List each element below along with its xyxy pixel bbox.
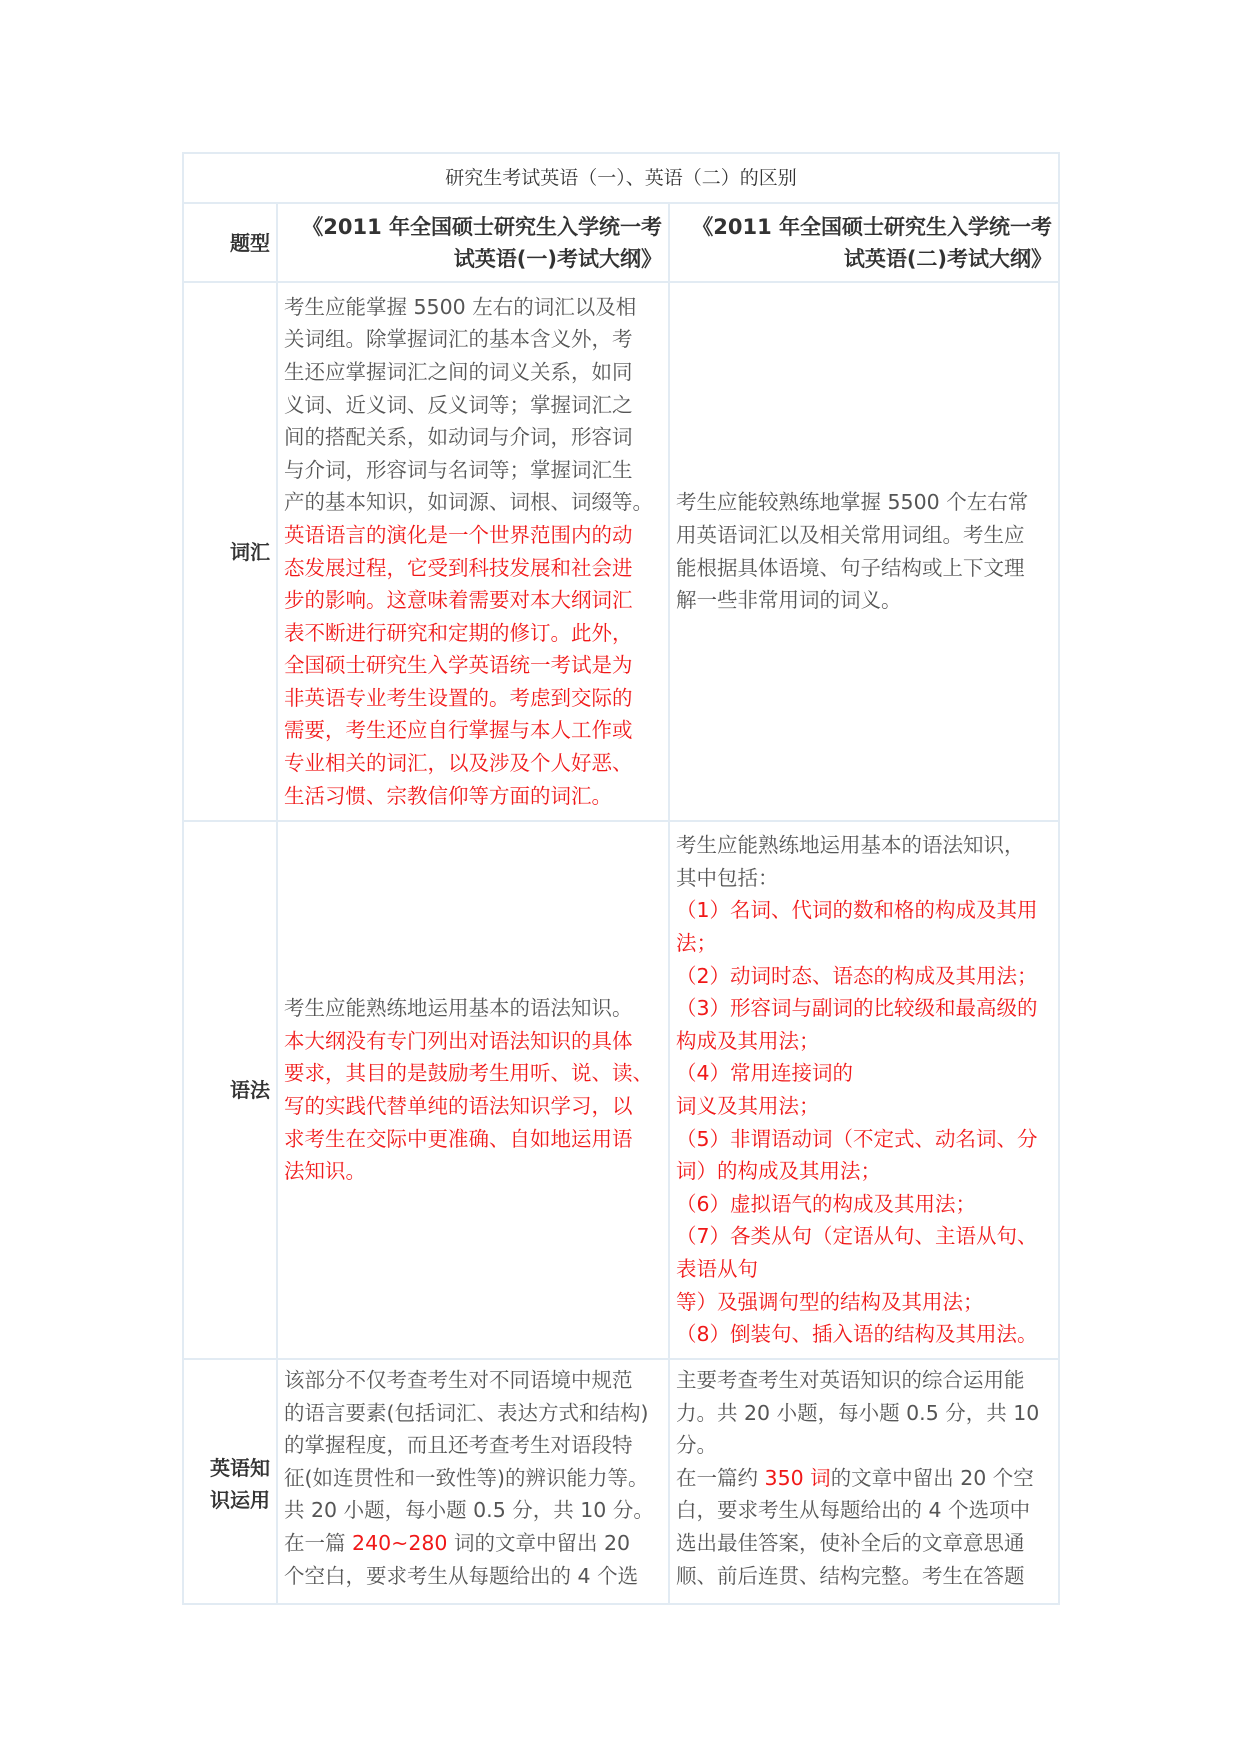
header-row	[183, 203, 1059, 282]
english2-cell	[669, 282, 1059, 821]
highlighted-text: 等）及强调句型的结构及其用法；	[676, 1289, 984, 1314]
body-text: 主要考查考生对英语知识的综合运用能	[676, 1368, 1025, 1392]
header-type-label: 题型	[183, 203, 277, 282]
body-text: 征(如连贯性和一致性等)的辨识能力等。	[284, 1465, 649, 1490]
text-line	[284, 356, 662, 389]
text-line	[676, 894, 1052, 927]
highlighted-text: （7）各类从句（定语从句、主语从句、	[676, 1224, 1038, 1249]
highlighted-text: （2）动词时态、语态的构成及其用法；	[676, 963, 1038, 988]
text-line	[284, 291, 662, 324]
highlighted-text: 词义及其用法；	[676, 1094, 820, 1118]
row-label	[183, 282, 277, 821]
text-line	[676, 1057, 1052, 1090]
row-vocabulary	[183, 282, 1059, 821]
text-line	[284, 747, 662, 780]
body-text: 生还应掌握词汇之间的词义关系，如同	[284, 359, 633, 384]
text-line	[284, 1462, 662, 1495]
row-use-of-english	[183, 1359, 1059, 1604]
text-line	[284, 323, 662, 356]
highlighted-text: 法；	[676, 931, 717, 956]
english1-cell	[277, 1359, 669, 1604]
text-line	[676, 1253, 1052, 1286]
header-line: 试英语(一)考试大纲》	[453, 246, 662, 271]
body-text: 用英语词汇以及相关常用词组。考生应	[676, 522, 1025, 547]
highlighted-text: 非英语专业考生设置的。考虑到交际的	[284, 685, 633, 710]
highlighted-text: （4）常用连接词的	[676, 1061, 854, 1086]
table-title: 研究生考试英语（一）、英语（二）的区别	[183, 153, 1059, 203]
text-line	[676, 1155, 1052, 1188]
body-text: 分。	[676, 1433, 717, 1458]
text-line	[284, 1494, 662, 1527]
text-line	[676, 1429, 1052, 1462]
english1-cell	[277, 282, 669, 821]
body-text: 共 20 小题，每小题 0.5 分，共 10 分。	[284, 1498, 654, 1523]
text-line	[284, 1057, 662, 1090]
text-line	[676, 1364, 1052, 1397]
text-line	[284, 1560, 662, 1593]
text-line	[284, 519, 662, 552]
text-line	[676, 829, 1052, 862]
text-line	[676, 1494, 1052, 1527]
body-text: 义词、近义词、反义词等；掌握词汇之	[284, 392, 633, 417]
text-line	[676, 862, 1052, 895]
body-text: 在一篇约	[676, 1465, 765, 1490]
english1-cell	[277, 821, 669, 1359]
row-label	[183, 1359, 277, 1604]
highlighted-text: （5）非谓语动词（不定式、动名词、分	[676, 1126, 1038, 1151]
text-line	[676, 927, 1052, 960]
header-english2	[669, 203, 1059, 282]
text-line	[676, 584, 1052, 617]
text-line	[284, 649, 662, 682]
body-text: 力。共 20 小题，每小题 0.5 分，共 10	[676, 1400, 1040, 1425]
row-label-line: 词汇	[230, 539, 270, 564]
text-line	[676, 486, 1052, 519]
body-text: 其中包括：	[676, 865, 779, 890]
text-line	[284, 1364, 662, 1397]
highlighted-text: （3）形容词与副词的比较级和最高级的	[676, 996, 1038, 1021]
highlighted-text: 本大纲没有专门列出对语法知识的具体	[284, 1028, 633, 1053]
highlighted-text: 写的实践代替单纯的语法知识学习，以	[284, 1094, 633, 1118]
text-line	[676, 1286, 1052, 1319]
body-text: 选出最佳答案，使补全后的文章意思通	[676, 1530, 1025, 1555]
highlighted-text: 专业相关的词汇，以及涉及个人好恶、	[284, 751, 633, 776]
text-line	[284, 584, 662, 617]
text-line	[284, 1397, 662, 1430]
row-label-line: 识运用	[210, 1487, 270, 1512]
row-label-line: 语法	[230, 1078, 270, 1102]
title-row	[183, 153, 1059, 203]
text-line	[284, 454, 662, 487]
body-text: 在一篇	[284, 1530, 353, 1555]
text-line	[676, 552, 1052, 585]
text-line	[676, 992, 1052, 1025]
text-line	[676, 1560, 1052, 1593]
text-line	[676, 1220, 1052, 1253]
text-line	[676, 1123, 1052, 1156]
body-text: 考生应能掌握 5500 左右的词汇以及相	[284, 294, 637, 319]
text-line	[676, 1188, 1052, 1221]
text-line	[284, 617, 662, 650]
header-line: 试英语(二)考试大纲》	[843, 246, 1053, 271]
highlighted-text: 步的影响。这意味着需要对本大纲词汇	[284, 588, 633, 613]
text-line	[284, 1123, 662, 1156]
highlighted-text: 生活习惯、宗教信仰等方面的词汇。	[284, 783, 612, 808]
text-line	[284, 389, 662, 422]
highlighted-text: 构成及其用法；	[676, 1028, 820, 1053]
text-line	[284, 780, 662, 813]
header-line: 《2011 年全国硕士研究生入学统一考	[302, 214, 662, 239]
highlighted-text: （1）名词、代词的数和格的构成及其用	[676, 898, 1038, 923]
text-line	[676, 1397, 1052, 1430]
text-line	[284, 1090, 662, 1123]
highlighted-text: 全国硕士研究生入学英语统一考试是为	[284, 653, 633, 678]
highlighted-text: 需要，考生还应自行掌握与本人工作或	[284, 718, 633, 743]
english2-cell	[669, 821, 1059, 1359]
highlighted-text: 英语语言的演化是一个世界范围内的动	[284, 522, 633, 547]
english2-cell	[669, 1359, 1059, 1604]
highlighted-text: 350 词	[764, 1465, 831, 1490]
highlighted-text: （8）倒装句、插入语的结构及其用法。	[676, 1322, 1038, 1347]
body-text: 的文章中留出 20 个空	[830, 1465, 1034, 1490]
body-text: 考生应能较熟练地掌握 5500 个左右常	[676, 490, 1029, 515]
header-english1	[277, 203, 669, 282]
text-line	[284, 486, 662, 519]
body-text: 产的基本知识，如词源、词根、词缀等。	[284, 490, 653, 515]
body-text: 顺、前后连贯、结构完整。考生在答题	[676, 1563, 1025, 1588]
highlighted-text: 240~280	[352, 1530, 448, 1555]
body-text: 与介词，形容词与名词等；掌握词汇生	[284, 457, 633, 482]
row-label-line: 英语知	[210, 1455, 270, 1480]
text-line	[676, 1462, 1052, 1495]
text-line	[284, 1025, 662, 1058]
text-line	[676, 1527, 1052, 1560]
body-text: 白，要求考生从每题给出的 4 个选项中	[676, 1498, 1031, 1523]
text-line	[284, 552, 662, 585]
highlighted-text: 表不断进行研究和定期的修订。此外，	[284, 620, 633, 645]
text-line	[284, 421, 662, 454]
highlighted-text: 求考生在交际中更准确、自如地运用语	[284, 1126, 633, 1151]
highlighted-text: （6）虚拟语气的构成及其用法；	[676, 1191, 977, 1216]
highlighted-text: 表语从句	[676, 1256, 758, 1281]
row-label	[183, 821, 277, 1359]
header-line: 《2011 年全国硕士研究生入学统一考	[692, 214, 1053, 239]
body-text: 间的搭配关系，如动词与介词，形容词	[284, 425, 633, 450]
body-text: 的语言要素(包括词汇、表达方式和结构)	[284, 1400, 649, 1425]
text-line	[284, 682, 662, 715]
body-text: 考生应能熟练地运用基本的语法知识。	[284, 996, 633, 1021]
text-line	[284, 1155, 662, 1188]
body-text: 能根据具体语境、句子结构或上下文理	[676, 555, 1025, 580]
body-text: 关词组。除掌握词汇的基本含义外，考	[284, 327, 633, 352]
text-line	[676, 960, 1052, 993]
highlighted-text: 词）的构成及其用法；	[676, 1159, 881, 1184]
body-text: 该部分不仅考查考生对不同语境中规范	[284, 1368, 633, 1392]
comparison-table	[182, 152, 1060, 1605]
text-line	[676, 1318, 1052, 1351]
text-line	[284, 714, 662, 747]
body-text: 个空白，要求考生从每题给出的 4 个选	[284, 1563, 639, 1588]
highlighted-text: 态发展过程，它受到科技发展和社会进	[284, 555, 633, 580]
row-grammar	[183, 821, 1059, 1359]
text-line	[676, 1025, 1052, 1058]
highlighted-text: 要求，其目的是鼓励考生用听、说、读、	[284, 1061, 653, 1086]
body-text: 的掌握程度，而且还考查考生对语段特	[284, 1433, 633, 1458]
body-text: 解一些非常用词的词义。	[676, 588, 902, 613]
text-line	[284, 1429, 662, 1462]
body-text: 词的文章中留出 20	[447, 1530, 631, 1555]
body-text: 考生应能熟练地运用基本的语法知识，	[676, 833, 1025, 858]
text-line	[284, 1527, 662, 1560]
highlighted-text: 法知识。	[284, 1159, 366, 1184]
text-line	[676, 519, 1052, 552]
text-line	[284, 992, 662, 1025]
text-line	[676, 1090, 1052, 1123]
